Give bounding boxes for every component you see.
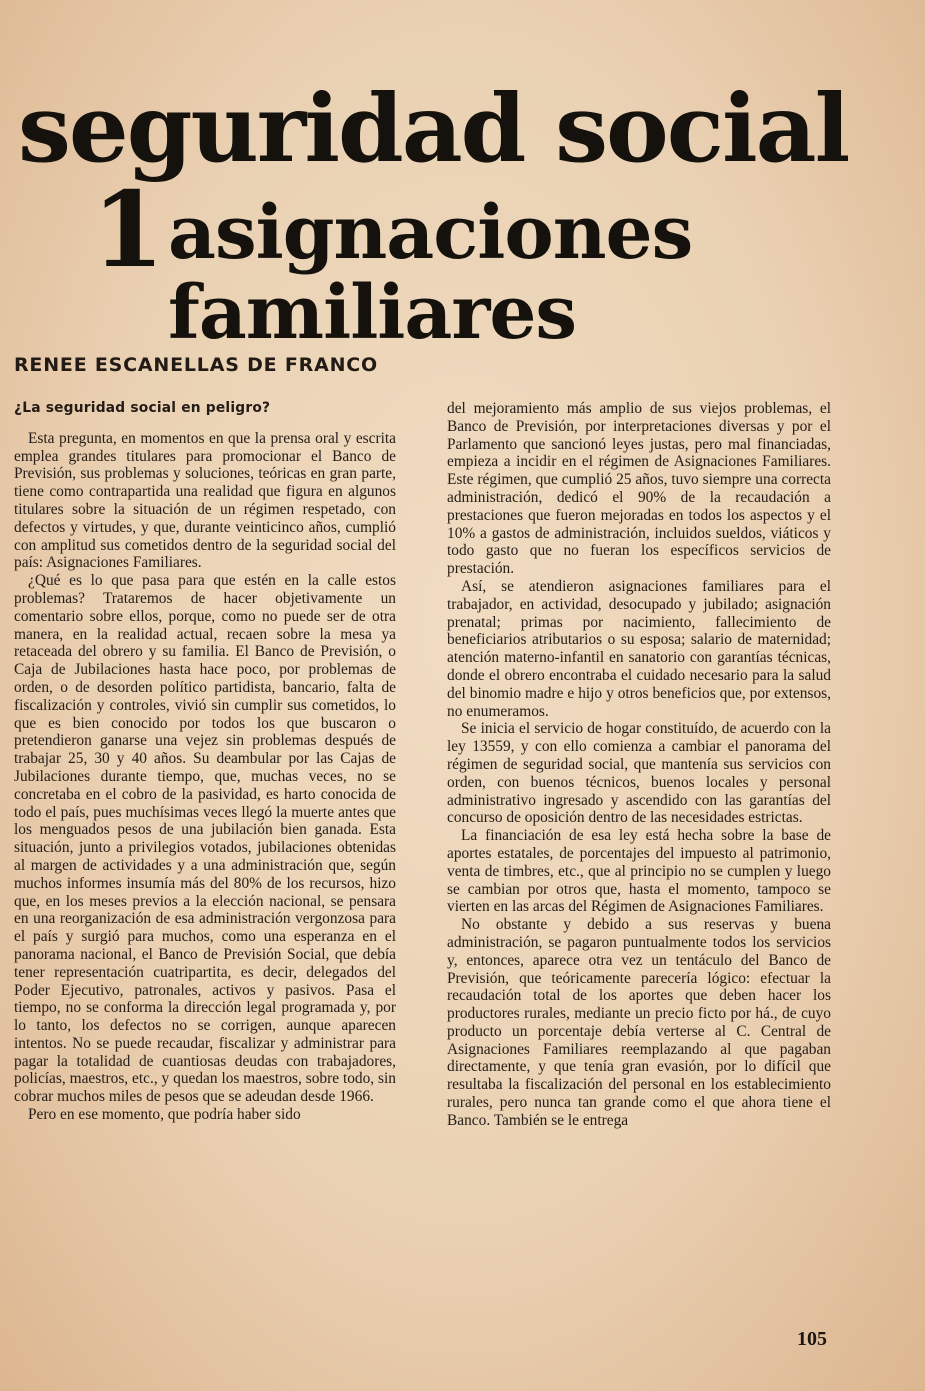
title-line-3: familiares: [168, 270, 577, 356]
title-line-2: asignaciones: [168, 190, 693, 276]
paragraph: Se inicia el servicio de hogar constituído, de acuerdo con la ley 13559, y con ello comienza a cambiar el panorama del régimen de seguridad social, que mantenía sus servicios con orden, con buenos técnicos, buenos locales y personal administrativo ingresado y ascendido con las garantías del concurso de oposición dentro de las necesidades estrictas.: [447, 720, 831, 827]
title-line-1: seguridad social: [18, 74, 849, 184]
paragraph: No obstante y debido a sus reservas y buena administración, se pagaron puntualmente todos los servicios y, entonces, aparece otra vez un tentáculo del Banco de Previsión, que teóricamente parecería lógico: efectuar la recaudación total de los aportes que deben hacer los productores rurales, mediante un precio ficto por há., de cuyo producto un porcentaje debía verterse al C. Central de Asignaciones Familiares reemplazando al que pagaban directamente, y que tenía gran evasión, por lo difícil que resultaba la fiscalización del personal en los establecimiento rurales, pero nunca tan grande como el que ahora tiene el Banco. También se le entrega: [447, 916, 831, 1129]
author-name: RENEE ESCANELLAS DE FRANCO: [14, 354, 378, 376]
paragraph: La financiación de esa ley está hecha sobre la base de aportes estatales, de porcentajes del impuesto al patrimonio, venta de timbres, etc., que al principio no se cumplen y luego se cambian por otros que, hasta el momento, tampoco se vierten en las arcas del Régimen de Asignaciones Familiares.: [447, 827, 831, 916]
section-number: 1: [92, 168, 165, 291]
paragraph: ¿Qué es lo que pasa para que estén en la calle estos problemas? Trataremos de hacer objetivamente un comentario sobre ellos, porque, como no puede ser de otra manera, en la realidad actual, recaen sobre la mesa ya retaceada del obrero y su familia. El Banco de Previsión, o Caja de Jubilaciones hasta hace poco, por problemas de orden, o de desorden político partidista, bancario, falta de fiscalización y controles, vivió sin cumplir sus cometidos, lo que es bien conocido por todos los que buscaron o pretendieron ganarse una vejez sin problemas después de trabajar 25, 30 y 40 años. Su deambular por las Cajas de Jubilaciones durante tiempo, que, muchas veces, no se concretaba en el cobro de la pasividad, es harto conocida de todo el país, pues muchísimas veces llegó la muerte antes que los menguados pesos de una jubilación bien ganada. Esta situación, junto a privilegios votados, jubilaciones obtenidas al margen de actividades y a una administración que, según muchos informes insumía más del 80% de los recursos, hizo que, en los meses previos a la elección nacional, se pensara en una reorganización de esa administración vergonzosa para el país y surgió para muchos, como una esperanza en el panorama nacional, el Banco de Previsión Social, que debía tener representación cuatripartita, es decir, delegados del Poder Ejecutivo, patronales, activos y pasivos. Pasa el tiempo, no se conforma la dirección legal programada y, por lo tanto, los defectos no se corrigen, aunque aparecen intentos. No se puede recaudar, fiscalizar y administrar para pagar la totalidad de cuantiosas deudas con trabajadores, policías, maestros, etc., y quedan los maestros, sobre todo, sin cobrar muchos miles de pesos que se adeudan desde 1966.: [14, 572, 396, 1106]
paragraph: Así, se atendieron asignaciones familiares para el trabajador, en actividad, desocupado y jubilado; asignación prenatal; primas por nacimiento, fallecimiento de beneficiarios atributarios o su esposa; salario de maternidad; atención materno-infantil en sanatorio con garantías técnicas, donde el obrero encontraba el cuidado necesario para la salud del binomio madre e hijo y otros beneficios que, por extensos, no enumeramos.: [447, 577, 831, 720]
paragraph: Pero en ese momento, que podría haber sido: [28, 1106, 301, 1124]
page-number: 105: [797, 1328, 827, 1350]
right-column: [447, 400, 831, 1130]
paragraph: del mejoramiento más amplio de sus viejos problemas, el Banco de Previsión, por interpretaciones diversas y por el Parlamento que sancionó leyes justas, pero mal financiadas, empieza a incidir en el régimen de Asignaciones Familiares. Este régimen, que cumplió 25 años, tuvo siempre una correcta administración, dedicó el 90% de la recaudación a prestaciones que fueron mejoradas en todos los aspectos y el 10% a gastos de administración, incluidos sueldos, viáticos y todo gasto que no fueran los específicos servicios de prestación.: [447, 400, 831, 578]
left-column: [14, 400, 396, 1124]
section-subhead: ¿La seguridad social en peligro?: [14, 400, 271, 416]
paragraph: Esta pregunta, en momentos en que la prensa oral y escrita emplea grandes titulares para promocionar el Banco de Previsión, sus problemas y soluciones, teóricas en gran parte, tiene como contrapartida una realidad que figura en algunos titulares sobre la situación de un régimen respetado, con defectos y virtudes, y que, durante veinticinco años, cumplió con amplitud sus cometidos dentro de la seguridad social del país: Asignaciones Familiares.: [14, 429, 396, 572]
